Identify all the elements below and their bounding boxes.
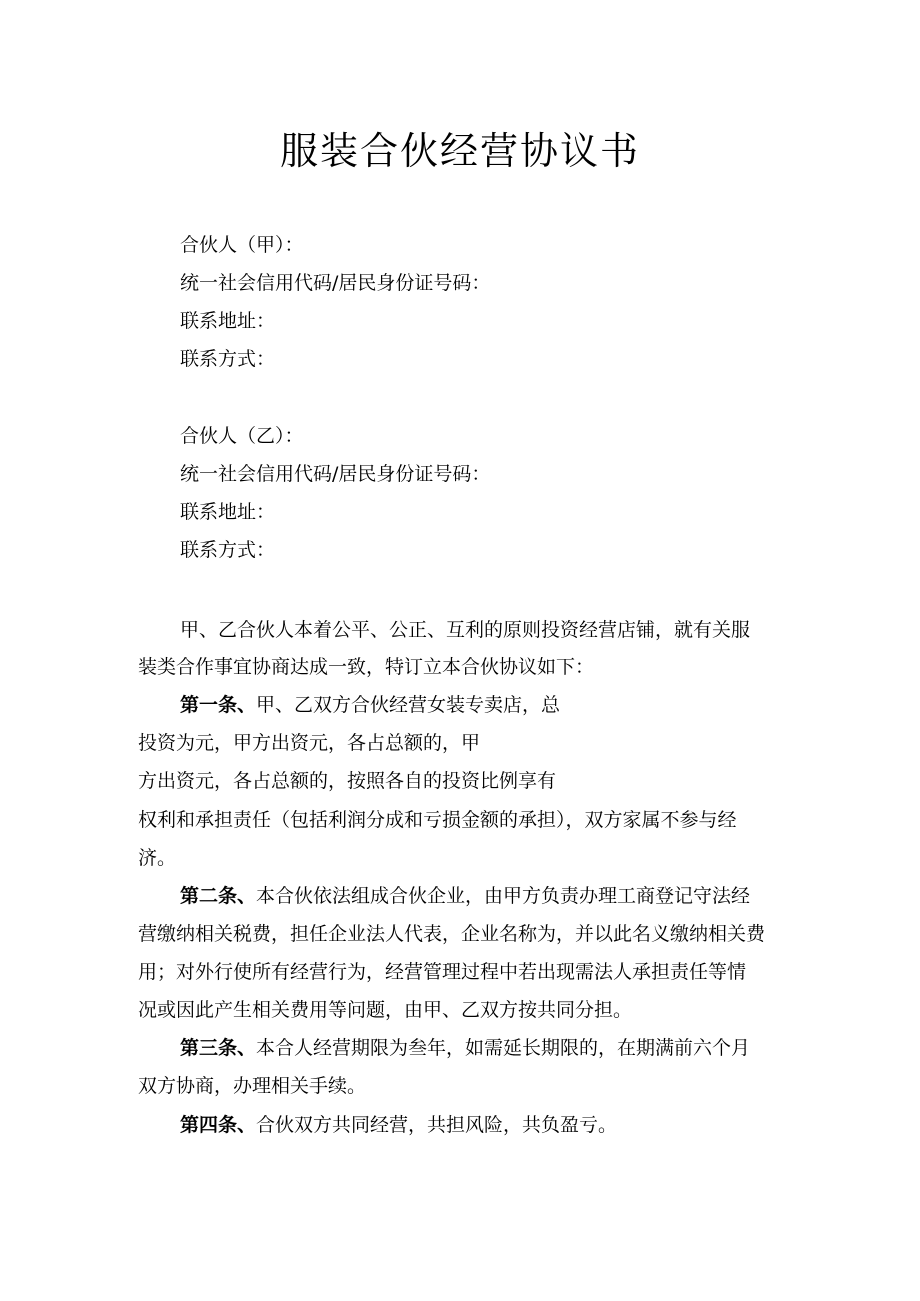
article-2-line-3: 用；对外行使所有经营行为，经营管理过程中若出现需法人承担责任等情	[138, 961, 747, 983]
article-2-line-4: 况或因此产生相关费用等问题，由甲、乙双方按共同分担。	[138, 999, 633, 1021]
intro-line-1: 甲、乙合伙人本着公平、公正、互利的原则投资经营店铺，就有关服	[180, 619, 751, 641]
article-2-heading: 第二条、	[180, 885, 257, 907]
article-1-text: 甲、乙双方合伙经营女装专卖店，总	[256, 694, 561, 716]
party-a-code-label: 统一社会信用代码/居民身份证号码：	[180, 272, 491, 294]
article-2-line-2: 营缴纳相关税费，担任企业法人代表，企业名称为，并以此名义缴纳相关费	[138, 923, 766, 945]
article-2-line-1	[180, 884, 750, 908]
intro-line-2: 装类合作事宜协商达成一致，特订立本合伙协议如下：	[138, 656, 595, 678]
party-a-contact-label: 联系方式：	[180, 348, 276, 370]
article-1-line-2: 投资为元，甲方出资元，各占总额的，甲	[138, 732, 481, 754]
party-a-name-label: 合伙人（甲）：	[180, 234, 304, 256]
article-4-line-1	[180, 1113, 617, 1137]
article-4-heading: 第四条、	[180, 1114, 257, 1136]
party-b-address-label: 联系地址：	[180, 501, 276, 523]
article-1-line-1	[180, 693, 560, 717]
article-1-heading: 第一条、	[180, 694, 257, 716]
party-b-code-label: 统一社会信用代码/居民身份证号码：	[180, 463, 491, 485]
article-3-text: 本合人经营期限为叁年，如需延长期限的，在期满前六个月	[256, 1037, 751, 1059]
article-3-line-2: 双方协商，办理相关手续。	[138, 1075, 367, 1097]
article-3-line-1	[180, 1036, 750, 1060]
document-title: 服装合伙经营协议书	[279, 129, 640, 173]
article-2-text: 本合伙依法组成合伙企业，由甲方负责办理工商登记守法经	[256, 885, 751, 907]
article-1-line-5: 济。	[138, 847, 177, 869]
party-b-contact-label: 联系方式：	[180, 539, 276, 561]
article-4-text: 合伙双方共同经营，共担风险，共负盈亏。	[256, 1114, 618, 1136]
party-a-address-label: 联系地址：	[180, 310, 276, 332]
party-b-name-label: 合伙人（乙）：	[180, 425, 304, 447]
article-1-line-4: 权利和承担责任（包括利润分成和亏损金额的承担），双方家属不参与经	[138, 809, 737, 831]
article-1-line-3: 方出资元，各占总额的，按照各自的投资比例享有	[138, 770, 557, 792]
article-3-heading: 第三条、	[180, 1037, 257, 1059]
